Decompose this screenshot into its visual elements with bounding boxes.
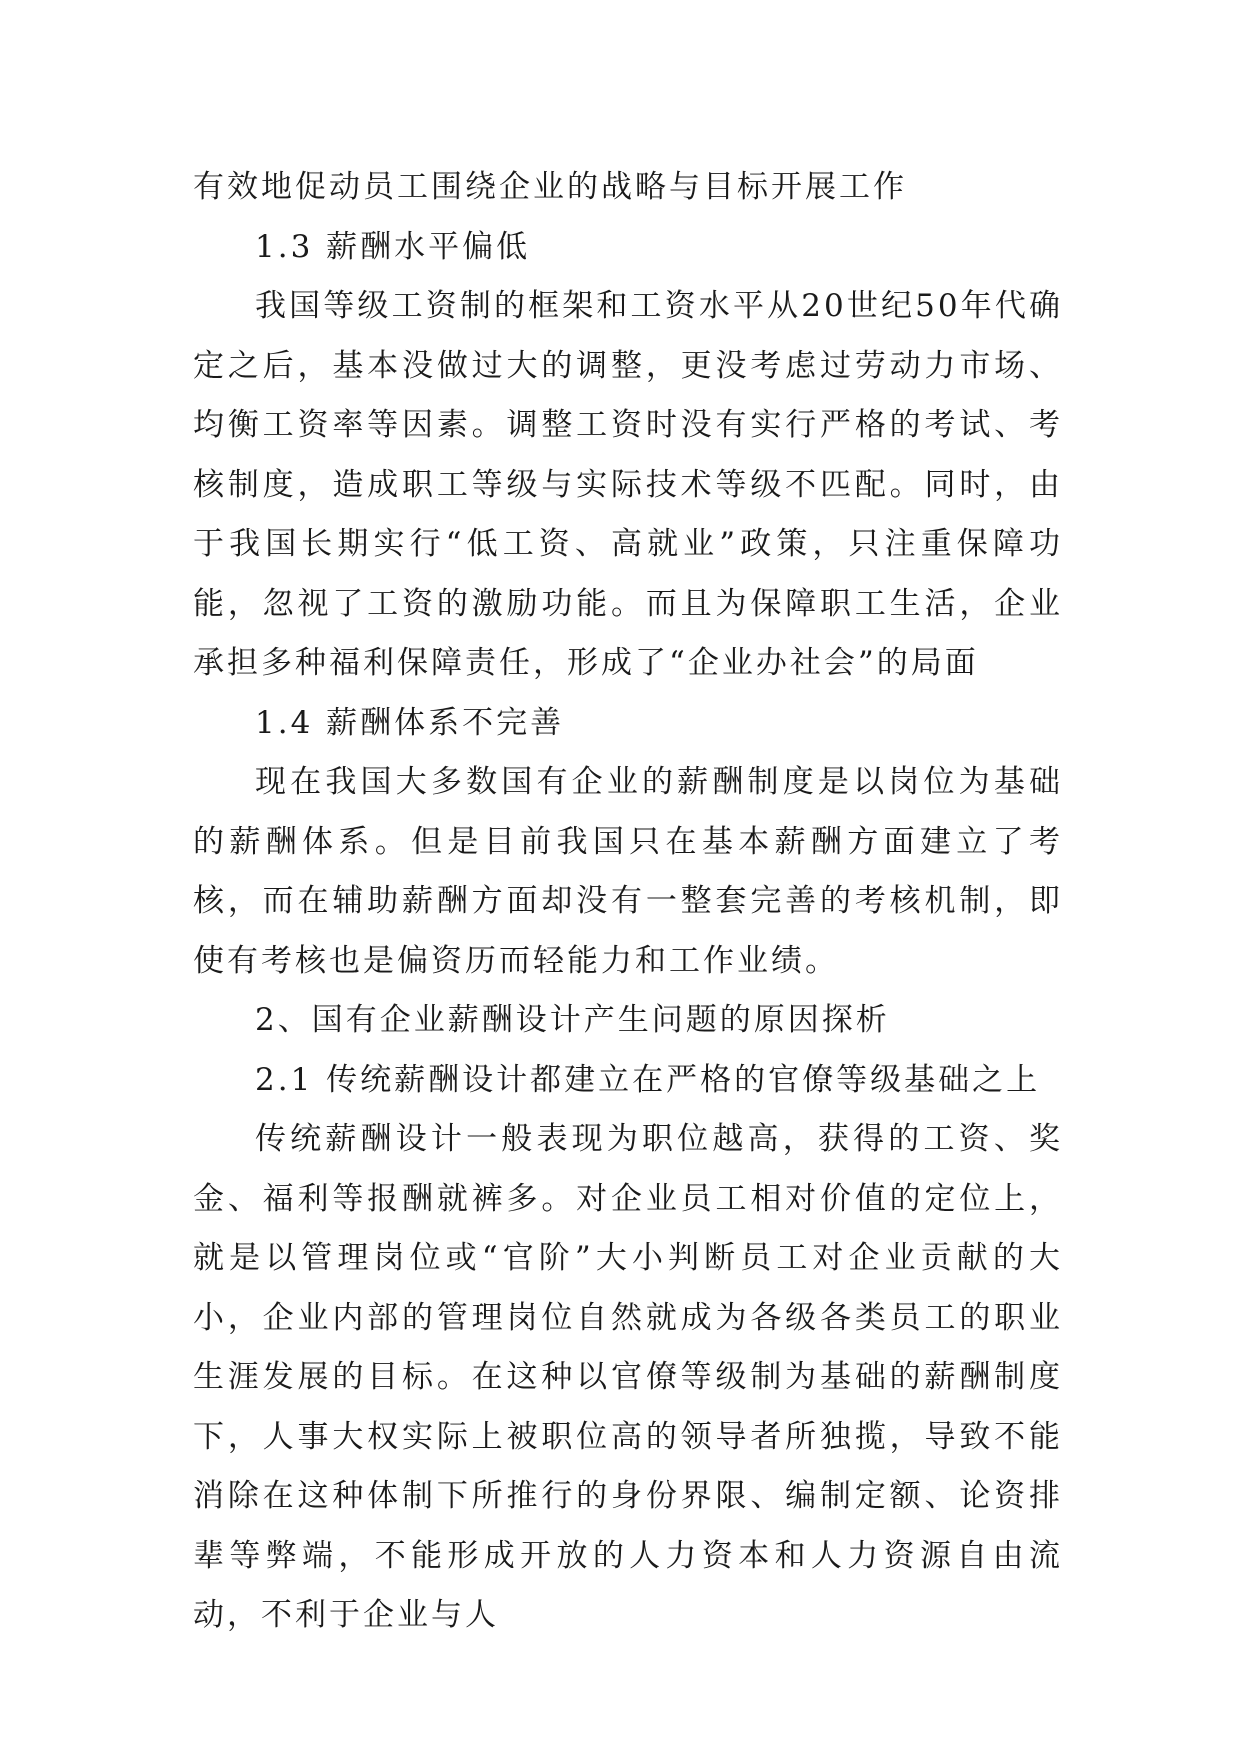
section-heading-1-3: 1.3 薪酬水平偏低 [255,228,531,265]
paragraph-continuation: 有效地促动员工围绕企业的战略与目标开展工作 [193,169,907,205]
paragraph-traditional-design: 传统薪酬设计一般表现为职位越高，获得的工资、奖金、福利等报酬就裤多。对企业员工相对价值的定位上，就是以管理岗位或“官阶”大小判断员工对企业贡献的大小，企业内部的管理岗位自然就成为各级各类员工的职业生涯发展的目标。在这种以官僚等级制为基础的薪酬制度下，人事大权实际上被职位高的领导者所独揽，导致不能消除在这种体制下所推行的身份界限、编制定额、论资排辈等弊端，不能形成开放的人力资本和人力资源自由流动，不利于企业与人 [193,1121,1063,1633]
section-heading-2-1: 2.1 传统薪酬设计都建立在严格的官僚等级基础之上 [255,1061,1041,1098]
paragraph-incomplete-system: 现在我国大多数国有企业的薪酬制度是以岗位为基础的薪酬体系。但是目前我国只在基本薪酬方面建立了考核，而在辅助薪酬方面却没有一整套完善的考核机制，即使有考核也是偏资历而轻能力和工作业绩。 [193,764,1063,979]
paragraph-low-salary: 我国等级工资制的框架和工资水平从20世纪50年代确定之后，基本没做过大的调整，更没考虑过劳动力市场、均衡工资率等因素。调整工资时没有实行严格的考试、考核制度，造成职工等级与实际技术等级不匹配。同时，由于我国长期实行“低工资、高就业”政策，只注重保障功能，忽视了工资的激励功能。而且为保障职工生活，企业承担多种福利保障责任，形成了“企业办社会”的局面 [193,288,1063,681]
document-body [193,158,1063,1646]
section-heading-2: 2、国有企业薪酬设计产生问题的原因探析 [255,1002,890,1038]
section-heading-1-4: 1.4 薪酬体系不完善 [255,704,565,741]
